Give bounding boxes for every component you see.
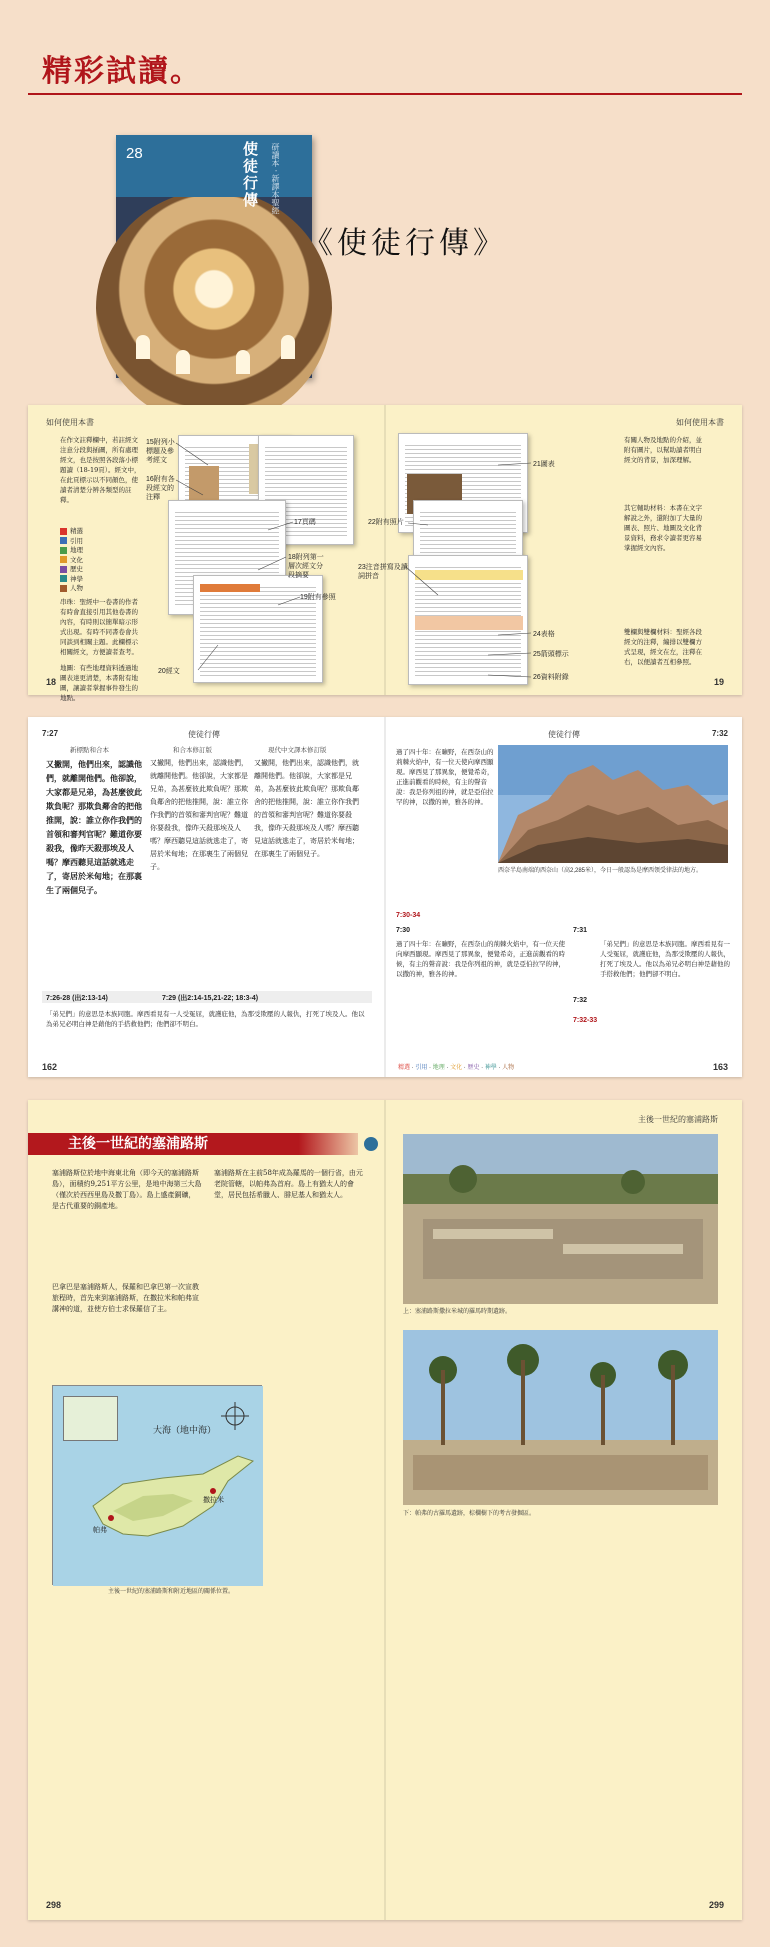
note-category-tabs: 精選 · 引用 · 地理 · 文化 · 歷史 · 神學 · 人物 [398,1065,515,1071]
legend-item: 地理 [60,546,150,556]
running-head-ref-right: 7:32 [711,729,728,738]
verse-range-bar [42,991,372,1003]
tab-label: 精選 [398,1065,411,1071]
callout-label: 21圖表 [533,461,555,468]
callout-label: 26資料附錄 [533,674,569,681]
tab-label: 地理 [432,1065,445,1071]
study-notes-right-col2: 「弟兄們」的意思是本族同胞。摩西看見有一人受冤屈，就護庇他，為那受欺壓的人報仇，打死了埃及人。他以為弟兄必明白神是藉他的手搭救他們；他們卻不明白。 [600,940,730,978]
map-icon [364,1137,378,1151]
spread-cyprus [28,1100,742,1920]
article-paragraph: 巴拿巴是塞浦路斯人，保羅和巴拿巴第一次宣教旅程時，首先來到塞浦路斯，在撒拉米和帕弗宣講神的道，並使方伯士求保羅信了主。 [52,1283,199,1313]
mount-sinai-photo [498,745,728,863]
verse-column-rcuv: 又撇開，他們出來，認識他們，就離開他們。他卻說，大家都是兄弟，為甚麼彼此欺負呢？那欺負鄰舍的把他推開，說：誰立你作我們的首領和審判官呢？難道你要殺我，像昨天殺那埃及人嗎？摩西聽見這話就逃走了，寄居於米甸地；在那裏生了兩個兒子。 [150,759,248,871]
tab-label: 神學 [484,1065,497,1071]
verse-column-cnv: 又撇開，他們出來，認識他們，就離開他們。他卻說，大家都是兄弟，為甚麼彼此欺負呢？那欺負鄰舍的把他推開，說：誰立你作我們的首領和審判官呢？難道你要殺我，像昨天殺那埃及人嗎？摩西聽見這話就逃走了，寄居於米甸地；在那裏生了兩個兒子。 [46,759,142,895]
tab-label: 文化 [450,1065,463,1071]
callout-label: 18附列第一層次經文分段摘要 [288,554,324,579]
cover-window [176,350,190,374]
crossref-paragraph: 串珠：聖經中一卷書的作者有時會直接引用其他卷書的內容，有時則以簡單暗示形式出現。有時不同書卷會共同談到相關主題。此欄標示相關經文，方便讀者查考。 [60,598,138,656]
page-gutter [384,1100,386,1920]
cover-window [281,335,295,359]
salamis-ruins-photo [403,1134,718,1304]
legend-item: 神學 [60,575,150,585]
running-head-title-left: 使徒行傳 [188,730,220,739]
column-head: 和合本修訂版 [173,747,212,754]
legend-item: 文化 [60,556,150,566]
running-head-left: 如何使用本書 [46,418,94,427]
cover-window [236,350,250,374]
map-paragraph: 地圖：有些地理資料透過地圖表達更清楚，本書附有地圖，讓讀者掌握事件發生的地點。 [60,664,138,702]
callout-label: 17頁碼 [294,519,316,526]
layout-paragraph: 雙欄與雙欄材料：聖經各段經文的注釋，編排以雙欄方式呈現，經文在左，注釋在右，以便讀者互相參照。 [624,628,702,666]
legend-item: 人物 [60,584,150,594]
running-head-right: 主後一世紀的塞浦路斯 [638,1115,718,1124]
page-number-left: 298 [46,1900,62,1910]
tab-label: 人物 [502,1065,515,1071]
cover-volume-number: 28 [126,145,143,162]
legend-item: 歷史 [60,565,150,575]
page-number-right: 163 [712,1062,728,1072]
photo-caption: 下：帕弗的古羅馬遺跡，棕櫚樹下的考古發掘區。 [403,1511,536,1517]
column-head: 現代中文譯本修訂版 [268,747,327,754]
callout-label: 16附有各段經文的注釋 [146,476,175,501]
article-banner-title: 主後一世紀的塞浦路斯 [28,1133,358,1155]
verse-range: 7:26-28 (出2:13-14) [46,995,108,1002]
verse-ref-label: 7:30-34 [396,912,421,919]
verse-ref-label: 7:31 [573,927,588,934]
study-notes-right-col1: 過了四十年：在曠野，在西奈山的荊棘火焰中，有一位天使向摩西顯現。摩西見了那異象，便覺希奇，正進前觀看的時候，有主的聲音說：我是你列祖的神，就是亞伯拉罕的神，以撒的神，雅各的神。 [396,940,565,978]
callout-label: 22附有照片 [368,519,404,526]
figures-paragraph: 有關人物及地點的介紹，並附有圖片，以幫助讀者明白經文的背景，加深理解。 [624,436,702,464]
verse-range: 7:29 (出2:14-15,21-22; 18:3-4) [162,995,259,1002]
callout-label: 15附列小標題及參考經文 [146,439,175,464]
callout-label: 25箭頭標示 [533,651,569,658]
callout-label: 19附有參照 [300,594,336,601]
cover-subtitle: 研讀本 · 新譯本聖經 [271,143,280,215]
callout-label: 24表格 [533,631,555,638]
callout-label: 20經文 [158,668,180,675]
page-gutter [384,717,386,1077]
verse-ref-label: 7:32-33 [573,1017,598,1024]
section-title: 精彩試讀。 [42,54,202,89]
spread-acts-7 [28,717,742,1077]
header-divider [28,93,742,95]
spread-how-to-use [28,405,742,702]
study-notes-left: 「弟兄們」的意思是本族同胞。摩西看見有一人受冤屈，就護庇他，為那受欺壓的人報仇，打死了埃及人。他以為弟兄必明白神是藉他的手搭救他們；他們卻不明白。 [46,1010,365,1028]
map-label-sea: 大海（地中海） [153,1425,217,1435]
legend-item: 精選 [60,527,150,537]
photo-caption: 西奈半島南端的西奈山（高2,285米），今日一般認為是摩西領受律法的地方。 [498,868,703,874]
map-caption: 主後一世紀的塞浦路斯和附近地區的關係位置。 [108,1589,235,1595]
page-number-right: 299 [708,1900,724,1910]
legend-item: 引用 [60,537,150,547]
tab-label: 引用 [415,1065,428,1071]
supplement-paragraph: 其它輔助材料：本書在文字解說之外，還附加了大量的圖表、照片、地圖及文化背景資料，務求令讀者更容易掌握經文內容。 [624,504,702,552]
study-notes-right-top: 過了四十年：在曠野，在西奈山的荊棘火焰中，有一位天使向摩西顯現。摩西見了那異象，便覺希奇，正進前觀看的時候，有主的聲音說：我是你列祖的神，就是亞伯拉罕的神，以撒的神，雅各的神。 [396,748,494,806]
book-name-heading: 《使徒行傳》 [303,226,507,261]
page-number-left: 162 [42,1062,58,1072]
map-label-city: 撒拉米 [203,1497,224,1504]
page-number-left: 18 [46,677,57,687]
cover-window [136,335,150,359]
cover-title: 使徒行傳 [241,141,259,209]
running-head-ref-left: 7:27 [42,729,59,738]
column-head: 新標點和合本 [70,747,109,754]
intro-paragraph: 在作文註釋欄中，若註經文注意分段與插圖，所有處理經文，也是按照各段落小標題讀（18-19頁）。經文中，在此頁標示以不同顏色，使讀者清楚分辨各類型的註釋。 [60,436,141,504]
tab-label: 歷史 [467,1065,480,1071]
map-label-city: 帕弗 [93,1527,107,1534]
verse-ref-label: 7:30 [396,927,411,934]
verse-column-tcv: 又撇開，他們出來，認識他們，就離開他們。他卻說，大家都是兄弟，為甚麼彼此欺負呢？那欺負鄰舍的把他推開，說：誰立你作我們的首領和審判官呢？難道你要殺我，像昨天殺那埃及人嗎？摩西聽見這話就逃走了，寄居於米甸地；在那裏生了兩個兒子。 [254,759,359,858]
callout-label: 23注音拼寫及讀詞拼音 [358,564,408,580]
page-number-right: 19 [713,677,724,687]
running-head-title-right: 使徒行傳 [548,730,580,739]
article-paragraph: 塞浦路斯位於地中海東北角（即今天的塞浦路斯島），面積約9,251平方公里，是地中海第三大島（僅次於西西里島及撒丁島）。島上盛產銅礦，是古代重要的銅產地。 [52,1169,202,1210]
running-head-right: 如何使用本書 [676,418,724,427]
photo-caption: 上：塞浦路斯撒拉米城的羅馬時期遺跡。 [403,1309,512,1315]
inset-map [63,1396,118,1441]
paphos-ruins-photo [403,1330,718,1505]
callout-leader-lines [28,405,742,702]
cover-title-band [116,135,312,197]
cyprus-map [52,1385,262,1585]
verse-ref-label: 7:32 [573,997,588,1004]
article-paragraph: 塞浦路斯在主前58年成為羅馬的一個行省，由元老院管轄，以帕弗為首府。島上有猶太人的會堂，居民包括希臘人、腓尼基人和猶太人。 [214,1169,363,1199]
